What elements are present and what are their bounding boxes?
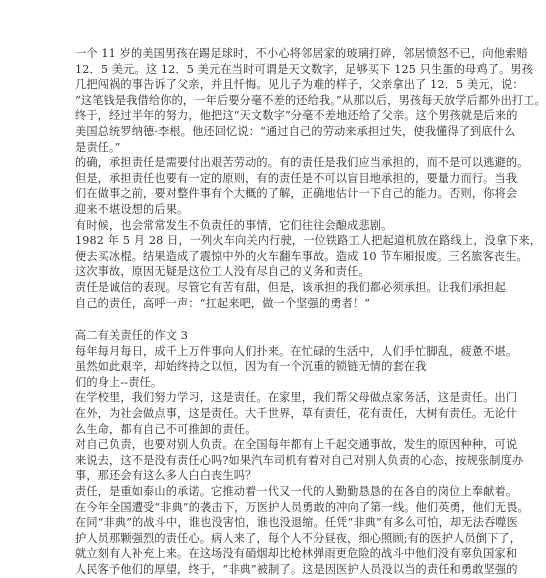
text-line: 几把闯祸的事告诉了父亲，并且忏悔。见儿子为难的样子，父亲拿出了 12．5 美元，说： (75, 78, 524, 92)
text-line: 在外，为社会做点事，这是责任。大千世界，草有责任，花有责任，大树有责任。无论什 (75, 407, 518, 421)
text-line: 自己的责任，高呼一声：“扛起来吧，做一个坚强的勇者！” (75, 296, 371, 310)
text-line: “这笔钱是我借给你的，一年后要分毫不差的还给我。”从那以后，男孩每天放学后都外出打工。 (75, 93, 546, 107)
text-line: 每年每月每日，成千上万件事向人们扑来。在忙碌的生活中，人们手忙脚乱，疲惫不堪。 (75, 344, 518, 358)
essay-heading: 高二有关责任的作文 3 (75, 329, 189, 343)
text-line: 一个 11 岁的美国男孩在踢足球时，不小心将邻居家的玻璃打碎，邻居愤怒不已，向他索赔 (75, 47, 528, 60)
text-line: 来说去，这不是没有责任心吗?如果汽车司机有着对自己对别人负责的心态，按规张制度办 (75, 453, 524, 467)
text-line: 人民客予他们的厚望，终于，“非典”被制了。这是因医护人员没以当的责任和勇敢坚强的 (75, 563, 518, 576)
text-line: 在今年全国遭受“非典”的袭击下，万医护人员勇敢的冲向了第一线。他们英勇，他们无畏。 (75, 500, 529, 514)
text-line: 1982 年 5 月 28 日，一列火车向关内行驶，一位铁路工人把起道机放在路线上，没拿下来， (75, 234, 542, 248)
text-line: 事，那还会有这么多人白白丧生吗？ (75, 469, 257, 483)
text-line: 迎来不堪设想的后果。 (75, 202, 189, 216)
text-line: 终于，经过半年的努力，他把这“天文数字”分毫不差地还给了父亲。这个男孩就是后来的 (75, 109, 518, 123)
section-story (75, 46, 546, 311)
text-line: 美国总统罗纳德·李根。他还回忆说：“通过自己的劳动来承担过失，使我懂得了到底什么 (75, 124, 516, 138)
text-line: 这次事故，原因无疑是这位工人没有尽自己的义务和责任。 (75, 265, 370, 279)
text-line: 责任是诚信的表现。尽管它有苦有甜，但是，该承担的我们都必须承担。让我们承担起 (75, 280, 506, 294)
section-essay-3 (75, 328, 529, 578)
text-line: 就立刻有人补充上来。在这场没有硝烟却比枪林弹雨更危险的战斗中他们没有辜负国家和 (75, 547, 518, 561)
text-line: 责任，是重如泰山的承诺。它推动着一代又一代的人勤勤恳恳的在各自的岗位上奉献着。 (75, 485, 518, 499)
section-gap (75, 311, 445, 328)
text-line: 在学校里，我们努力学习，这是责任。在家里，我们帮父母做点家务活，这是责任。出门 (75, 391, 518, 405)
text-line: 在同“非典”的战斗中，谁也没害怕，谁也没退缩。任凭“非典”有多么可怕，却无法吞噬医 (75, 516, 518, 530)
text-line: 们的身上--责任。 (75, 375, 163, 389)
text-line: 便去买冰棍。结果造成了震惊中外的火车翻车事故。造成 10 节车厢报废。三名旅客丧生。 (75, 249, 528, 263)
text-line: 但是，承担责任也要有一定的原则，有的责任是不可以盲目地承担的，要量力而行。当我 (75, 171, 518, 185)
text-line: 么生命，都有自己不可推卸的责任。 (75, 422, 257, 436)
text-line: 是责任。” (75, 140, 121, 154)
text-line: 12．5 美元。这 12．5 美元在当时可谓是天文数字，足够买下 125 只生蛋的母鸡了。男孩 (75, 62, 534, 76)
text-line: 们在做事之前，要对整件事有个大概的了解，正确地估计一下自己的能力。否则，你将会 (75, 187, 518, 201)
text-line: 对自己负责，也要对别人负责。在全国每年都有上千起交通事故，发生的原因种种，可说 (75, 438, 518, 452)
text-line: 的确，承担责任是需要付出艰苦劳动的。有的责任是我们应当承担的，而不是可以逃避的。 (75, 156, 529, 170)
text-line: 护人员那颗强烈的责任心。病人来了，每个人不分昼夜，细心照顾;有的医护人员倒下了， (75, 531, 522, 545)
text-line: 有时候，也会常常发生不负责任的事情，它们往往会酿成悲剧。 (75, 218, 393, 232)
text-line: 虽然如此艰辛，却始终持之以恒，因为有一个沉重的锁链无情的套在我 (75, 360, 427, 374)
